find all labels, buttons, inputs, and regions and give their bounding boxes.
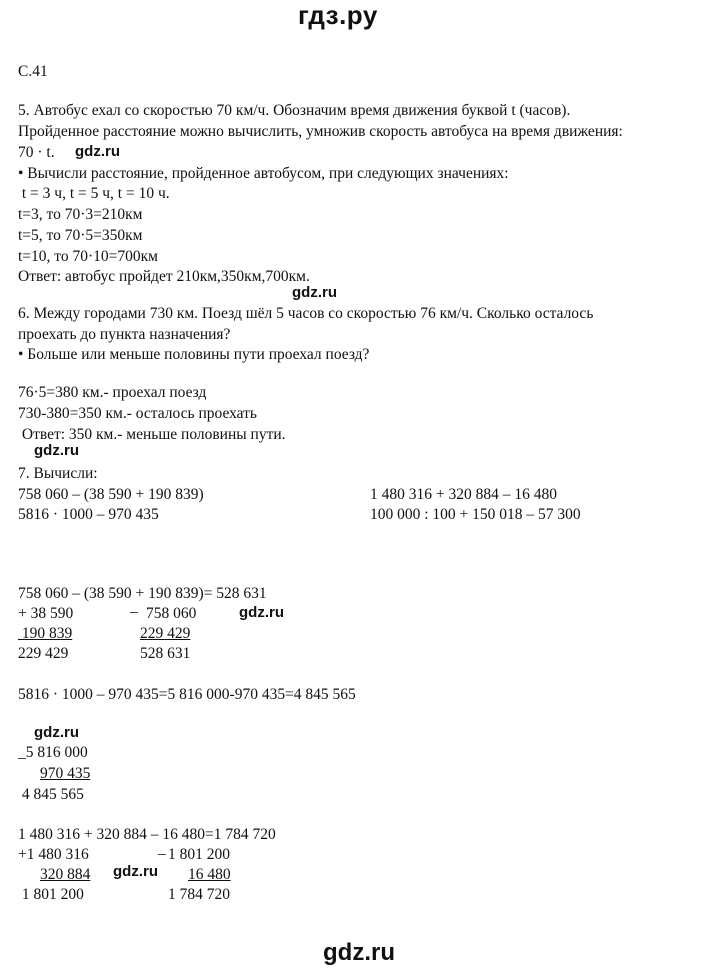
task5-line1: 5. Автобус ехал со скоростью 70 км/ч. Обозначим время движения буквой t (часов). bbox=[18, 102, 571, 119]
task6-calc2: 730-380=350 км.- осталось проехать bbox=[18, 405, 257, 422]
sol-a-sub-top: 758 060 bbox=[146, 605, 197, 622]
task5-values: t = 3 ч, t = 5 ч, t = 10 ч. bbox=[18, 185, 170, 202]
task7-title: 7. Вычисли: bbox=[18, 465, 98, 482]
task5-prompt: • Вычисли расстояние, пройденное автобусом, при следующих значениях: bbox=[18, 165, 509, 182]
task7-expr-b: 5816 · 1000 – 970 435 bbox=[18, 506, 159, 523]
sol-b-sub-top: _5 816 000 bbox=[18, 744, 88, 761]
task6-line2: проехать до пункта назначения? bbox=[18, 326, 231, 343]
watermark: gdz.ru bbox=[113, 863, 158, 880]
watermark: gdz.ru bbox=[239, 604, 284, 621]
task5-line3: 70 · t. bbox=[18, 144, 55, 161]
page-ref: С.41 bbox=[18, 63, 48, 80]
sol-a-sub-sign: _ bbox=[130, 598, 138, 615]
sol-b-result-line: 5816 · 1000 – 970 435=5 816 000-970 435=4 845 565 bbox=[18, 686, 356, 703]
sol-a-sub-result: 528 631 bbox=[140, 645, 191, 662]
task6-answer: Ответ: 350 км.- меньше половины пути. bbox=[18, 426, 286, 443]
task7-expr-a: 758 060 – (38 590 + 190 839) bbox=[18, 486, 204, 503]
task5-calc2: t=5, то 70·5=350км bbox=[18, 227, 143, 244]
watermark: gdz.ru bbox=[292, 284, 337, 301]
sol-a-sub-bottom: 229 429 bbox=[140, 625, 191, 642]
sol-b-sub-result: 4 845 565 bbox=[18, 786, 84, 803]
sol-a-add-result: 229 429 bbox=[18, 645, 69, 662]
sol-c-result-line: 1 480 316 + 320 884 – 16 480=1 784 720 bbox=[18, 826, 276, 843]
task5-answer: Ответ: автобус пройдет 210км,350км,700км. bbox=[18, 268, 310, 285]
site-footer-logo: gdz.ru bbox=[323, 939, 395, 966]
task6-line1: 6. Между городами 730 км. Поезд шёл 5 часов со скоростью 76 км/ч. Сколько осталось bbox=[18, 305, 594, 322]
watermark: gdz.ru bbox=[75, 143, 120, 160]
sol-c-sub-bottom: 16 480 bbox=[188, 866, 231, 883]
watermark: gdz.ru bbox=[34, 724, 79, 741]
sol-a-result-line: 758 060 – (38 590 + 190 839)= 528 631 bbox=[18, 585, 267, 602]
sol-c-add-bottom: 320 884 bbox=[40, 866, 91, 883]
task6-calc1: 76·5=380 км.- проехал поезд bbox=[18, 384, 207, 401]
sol-a-add-top: + 38 590 bbox=[18, 605, 74, 622]
sol-a-add-bottom: 190 839 bbox=[18, 625, 73, 642]
sol-b-sub-bottom: 970 435 bbox=[40, 765, 91, 782]
sol-c-sub-result: 1 784 720 bbox=[168, 886, 230, 903]
task5-line2: Пройденное расстояние можно вычислить, умножив скорость автобуса на время движения: bbox=[18, 123, 623, 140]
sol-c-add-result: 1 801 200 bbox=[18, 886, 84, 903]
task5-calc3: t=10, то 70·10=700км bbox=[18, 248, 158, 265]
task6-line3: • Больше или меньше половины пути проехал поезд? bbox=[18, 346, 370, 363]
task5-calc1: t=3, то 70·3=210км bbox=[18, 206, 143, 223]
site-header-logo: гдз.ру bbox=[298, 0, 378, 30]
sol-c-add-top: +1 480 316 bbox=[18, 846, 89, 863]
watermark: gdz.ru bbox=[34, 442, 79, 459]
task7-expr-c: 1 480 316 + 320 884 – 16 480 bbox=[370, 486, 557, 503]
task7-expr-d: 100 000 : 100 + 150 018 – 57 300 bbox=[370, 506, 581, 523]
sol-c-sub-sign: _ bbox=[158, 840, 166, 857]
sol-c-sub-top: 1 801 200 bbox=[168, 846, 230, 863]
